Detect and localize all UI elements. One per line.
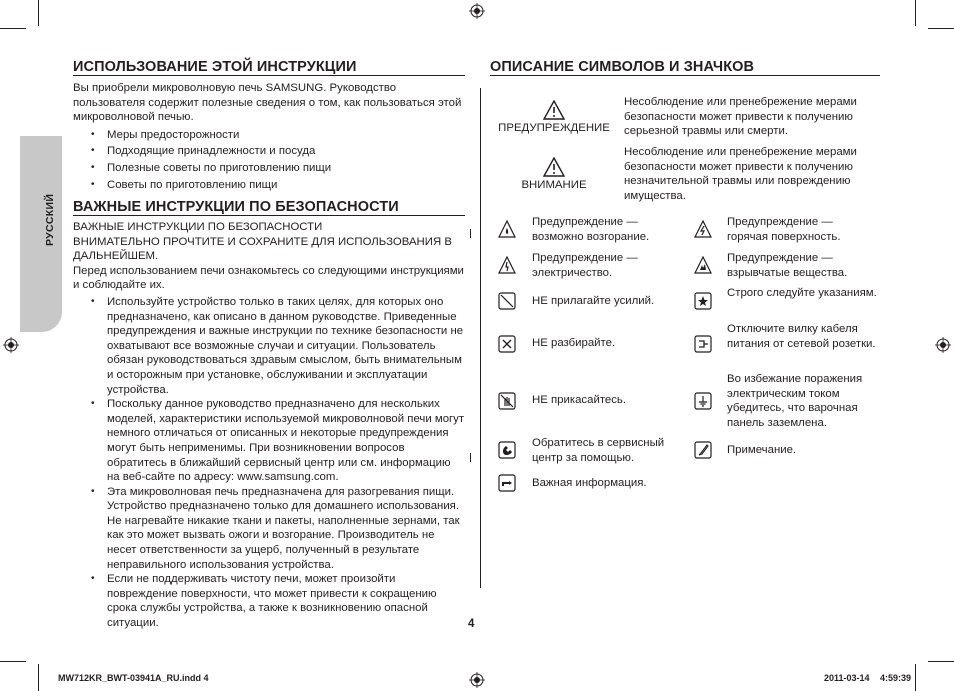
symbols-heading-wrap	[490, 59, 880, 75]
symbol-text: Предупреждение — возможно возгорание.	[532, 216, 650, 243]
caution-label: ВНИМАНИЕ	[521, 179, 587, 191]
heading-rule	[73, 215, 465, 216]
safety-intro: Перед использованием печи ознакомьтесь со следующими инструкциями и соблюдайте их.	[73, 264, 464, 292]
explosive-warning-icon	[694, 256, 712, 274]
safety-list	[73, 295, 465, 631]
heading-rule	[73, 75, 465, 76]
symbol-text: Обратитесь в сервисный центр за помощью.	[532, 437, 665, 464]
list-item: • Используйте устройство только в таких целях, для которых оно предназначено, как описано в данном руководстве. Приведенные предупреждения и важные инструкции по технике безопасности не охватывают все возможные случаи и ситуации. Пользователь обязан руководствоваться здравым смыслом, быть внимательным и осторожным при установке, обслуживании и эксплуатации устройства.	[73, 295, 465, 397]
hot-surface-icon	[694, 220, 712, 238]
caution-description: Несоблюдение или пренебрежение мерами безопасности может привести к получению незначительной травмы или повреждению имущества.	[624, 146, 857, 202]
registration-mark-icon	[469, 672, 485, 688]
crop-mark	[38, 0, 39, 26]
crop-mark	[928, 28, 954, 29]
symbol-text: НЕ прикасайтесь.	[532, 394, 627, 406]
crop-mark	[0, 28, 26, 29]
section-heading-symbols: ОПИСАНИЕ СИМВОЛОВ И ЗНАЧКОВ	[490, 59, 755, 75]
no-touch-icon	[498, 392, 516, 410]
fire-warning-icon	[498, 220, 516, 238]
language-tab	[20, 136, 62, 332]
list-item: • Поскольку данное руководство предназначено для нескольких моделей, характеристики используемой микроволновой печи могут немного отличаться от описанных и некоторые предупреждения могут быть неприменимы. При возникновении вопросов обратитесь в ближайший сервисный центр или см. информацию на веб-сайте по адресу: www.samsung.com.	[73, 397, 465, 485]
warning-label: ПРЕДУПРЕЖДЕНИЕ	[498, 122, 610, 134]
service-center-icon	[498, 441, 516, 459]
registration-mark-icon	[3, 337, 19, 353]
symbol-text: Важная информация.	[532, 477, 647, 489]
crop-mark	[470, 453, 471, 462]
warning-description: Несоблюдение или пренебрежение мерами безопасности может привести к получению серьезной травмы или смерти.	[624, 96, 857, 138]
important-info-icon	[498, 474, 516, 492]
symbol-text: Предупреждение — горячая поверхность.	[727, 216, 841, 243]
no-force-icon	[498, 292, 516, 310]
column-divider	[480, 88, 481, 588]
crop-mark	[915, 0, 916, 26]
footer-time: 4:59:39	[880, 673, 912, 683]
registration-mark-icon	[469, 3, 485, 19]
language-tab-label: РУССКИЙ	[44, 193, 56, 246]
symbol-text: Предупреждение — взрывчатые вещества.	[727, 252, 848, 279]
crop-mark	[38, 664, 39, 691]
list-item: • Эта микроволновая печь предназначена для разогревания пищи. Устройство предназначено только для домашнего использования. Не нагревайте никакие ткани и пакеты, наполненные зернами, так как это может вызвать ожоги и возгорание. Производитель не несет ответственности за ущерб, полученный в результате неправильного использования устройства.	[73, 485, 465, 573]
usage-list	[73, 128, 465, 192]
caution-triangle-icon	[543, 157, 565, 177]
note-icon	[694, 441, 712, 459]
footer-date: 2011-03-14	[824, 673, 870, 683]
symbol-text: Во избежание поражения электрическим током убедитесь, что варочная панель заземлена.	[727, 373, 863, 429]
list-item: • Полезные советы по приготовлению пищи	[73, 161, 465, 176]
footer-file: MW712KR_BWT-03941A_RU.indd 4	[58, 673, 209, 683]
list-item: • Меры предосторожности	[73, 128, 465, 143]
registration-mark-icon	[935, 337, 951, 353]
unplug-icon	[694, 335, 712, 353]
crop-mark	[928, 661, 954, 662]
list-item: • Советы по приготовлению пищи	[73, 178, 465, 193]
symbol-text: НЕ разбирайте.	[532, 337, 616, 349]
list-item: • Если не поддерживать чистоту печи, может произойти повреждение поверхности, что может привести к сокращению срока службы устройства, а также к возникновению опасной ситуации.	[73, 572, 465, 630]
caps-line: ВАЖНЫЕ ИНСТРУКЦИИ ПО БЕЗОПАСНОСТИ	[73, 221, 323, 233]
crop-mark	[915, 664, 916, 691]
symbol-text: Предупреждение — электричество.	[532, 252, 638, 279]
usage-body	[73, 81, 465, 192]
section-heading-safety: ВАЖНЫЕ ИНСТРУКЦИИ ПО БЕЗОПАСНОСТИ	[73, 199, 399, 215]
no-disassemble-icon	[498, 335, 516, 353]
crop-mark	[0, 661, 26, 662]
intro-paragraph: Вы приобрели микроволновую печь SAMSUNG. Руководство пользователя содержит полезные сведения о том, как пользоваться этой микроволновой печью.	[73, 82, 462, 124]
list-item: • Подходящие принадлежности и посуда	[73, 144, 465, 159]
symbol-text: Строго следуйте указаниям.	[727, 287, 877, 299]
safety-heading-wrap	[73, 199, 465, 215]
heading-rule	[490, 75, 880, 76]
safety-body	[73, 220, 465, 631]
symbol-text: Отключите вилку кабеля питания от сетевой розетки.	[727, 323, 876, 350]
ground-icon	[694, 392, 712, 410]
left-column	[73, 59, 465, 75]
warning-triangle-icon	[543, 100, 565, 120]
symbol-text: Примечание.	[727, 444, 797, 456]
electricity-warning-icon	[498, 256, 516, 274]
crop-mark	[470, 229, 471, 238]
symbol-text: НЕ прилагайте усилий.	[532, 295, 655, 307]
section-heading-usage: ИСПОЛЬЗОВАНИЕ ЭТОЙ ИНСТРУКЦИИ	[73, 59, 357, 75]
follow-instructions-icon	[694, 292, 712, 310]
caps-line: ВНИМАТЕЛЬНО ПРОЧТИТЕ И СОХРАНИТЕ ДЛЯ ИСПОЛЬЗОВАНИЯ В ДАЛЬНЕЙШЕМ.	[73, 235, 452, 263]
page-number: 4	[468, 618, 475, 630]
